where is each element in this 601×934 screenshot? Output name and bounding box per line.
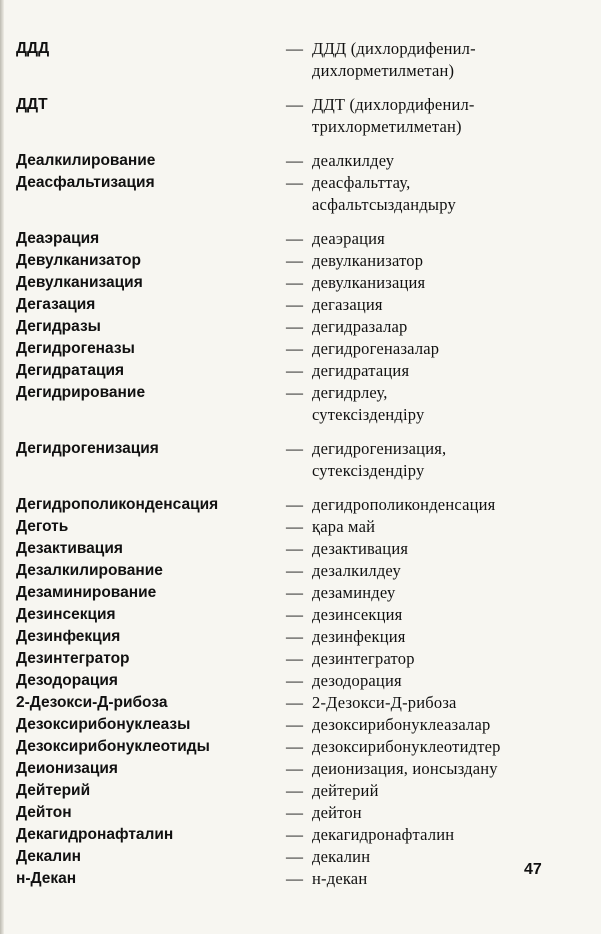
translation-line: қара май <box>312 517 376 536</box>
entry-term: 2-Дезокси-Д-рибоза <box>16 694 168 711</box>
entry-term: Дегазация <box>16 296 96 313</box>
dictionary-entry <box>16 94 576 138</box>
translation-line: н-декан <box>312 869 368 888</box>
entry-translation <box>312 494 576 516</box>
translation-line: дезинтегратор <box>312 649 415 668</box>
dictionary-entry <box>16 538 576 560</box>
translation-line: дегидрлеу, <box>312 383 388 402</box>
entry-translation <box>312 150 576 172</box>
translation-line: деалкилдеу <box>312 151 395 170</box>
dictionary-entry <box>16 172 576 216</box>
entry-term: Девулканизация <box>16 274 143 291</box>
translation-line: деионизация, ионсыздану <box>312 759 498 778</box>
entry-translation <box>312 316 576 338</box>
translation-line: дезактивация <box>312 539 409 558</box>
dictionary-entry <box>16 780 576 802</box>
dictionary-entry <box>16 294 576 316</box>
entry-term: Дезинфекция <box>16 628 121 645</box>
dictionary-entry <box>16 150 576 172</box>
entry-translation <box>312 338 576 360</box>
entry-dash: — <box>286 539 303 558</box>
entry-dash: — <box>286 339 303 358</box>
entry-translation <box>312 38 576 82</box>
translation-line: дезинфекция <box>312 627 406 646</box>
entry-term: Деионизация <box>16 760 118 777</box>
entry-term: Дезинсекция <box>16 606 116 623</box>
entry-term: Деготь <box>16 518 69 535</box>
translation-line: ДДД (дихлордифенил- <box>312 39 476 58</box>
entry-dash: — <box>286 649 303 668</box>
entry-dash: — <box>286 847 303 866</box>
translation-line: дихлорметилметан) <box>312 61 455 80</box>
entry-translation <box>312 802 576 824</box>
entry-translation <box>312 438 576 482</box>
translation-line: дейтон <box>312 803 362 822</box>
entry-translation <box>312 228 576 250</box>
entry-dash: — <box>286 561 303 580</box>
entry-term: Дезаминирование <box>16 584 157 601</box>
translation-line: сутексіздендіру <box>312 461 425 480</box>
translation-line: асфальтсыздандыру <box>312 195 456 214</box>
entry-translation <box>312 272 576 294</box>
entry-list <box>16 38 576 890</box>
dictionary-entry <box>16 670 576 692</box>
translation-line: декалин <box>312 847 371 866</box>
entry-term: ДДТ <box>16 96 48 113</box>
entry-dash: — <box>286 715 303 734</box>
entry-dash: — <box>286 627 303 646</box>
dictionary-entry <box>16 338 576 360</box>
entry-dash: — <box>286 869 303 888</box>
translation-line: трихлорметилметан) <box>312 117 462 136</box>
dictionary-entry <box>16 736 576 758</box>
translation-line: дезалкилдеу <box>312 561 401 580</box>
translation-line: дегидрогеназалар <box>312 339 440 358</box>
translation-line: дезоксирибонуклеазалар <box>312 715 491 734</box>
dictionary-entry <box>16 38 576 82</box>
entry-dash: — <box>286 605 303 624</box>
entry-dash: — <box>286 295 303 314</box>
translation-line: дезаминдеу <box>312 583 396 602</box>
entry-dash: — <box>286 439 303 458</box>
entry-translation <box>312 670 576 692</box>
translation-line: дегидрогенизация, <box>312 439 447 458</box>
entry-translation <box>312 714 576 736</box>
dictionary-entry <box>16 626 576 648</box>
entry-term: Деалкилирование <box>16 152 156 169</box>
entry-term: Декалин <box>16 848 81 865</box>
entry-dash: — <box>286 495 303 514</box>
translation-line: дезоксирибонуклеотидтер <box>312 737 501 756</box>
dictionary-entry <box>16 438 576 482</box>
translation-line: сутексіздендіру <box>312 405 425 424</box>
entry-translation <box>312 648 576 670</box>
translation-line: дейтерий <box>312 781 379 800</box>
entry-term: Дезактивация <box>16 540 123 557</box>
entry-dash: — <box>286 39 303 58</box>
entry-term: Дезоксирибонуклеотиды <box>16 738 210 755</box>
translation-line: декагидронафталин <box>312 825 455 844</box>
translation-line: девулканизатор <box>312 251 424 270</box>
entry-dash: — <box>286 317 303 336</box>
entry-dash: — <box>286 671 303 690</box>
dictionary-entry <box>16 250 576 272</box>
entry-dash: — <box>286 781 303 800</box>
entry-translation <box>312 250 576 272</box>
entry-dash: — <box>286 383 303 402</box>
entry-dash: — <box>286 825 303 844</box>
entry-term: Деасфальтизация <box>16 174 155 191</box>
entry-translation <box>312 172 576 216</box>
dictionary-entry <box>16 692 576 714</box>
page-number: 47 <box>524 861 542 878</box>
translation-line: дегидратация <box>312 361 410 380</box>
entry-translation <box>312 538 576 560</box>
dictionary-entry <box>16 560 576 582</box>
translation-line: дезодорация <box>312 671 402 690</box>
entry-translation <box>312 294 576 316</box>
translation-line: дегидразалар <box>312 317 408 336</box>
entry-dash: — <box>286 759 303 778</box>
translation-line: ДДТ (дихлордифенил- <box>312 95 475 114</box>
entry-dash: — <box>286 361 303 380</box>
entry-translation <box>312 516 576 538</box>
translation-line: деаэрация <box>312 229 385 248</box>
entry-term: Дейтерий <box>16 782 91 799</box>
dictionary-entry <box>16 604 576 626</box>
entry-term: Дезалкилирование <box>16 562 163 579</box>
entry-term: Дегидрогеназы <box>16 340 135 357</box>
entry-translation <box>312 692 576 714</box>
entry-term: Дегидрирование <box>16 384 146 401</box>
dictionary-entry <box>16 648 576 670</box>
dictionary-entry <box>16 382 576 426</box>
entry-term: н-Декан <box>16 870 77 887</box>
entry-dash: — <box>286 583 303 602</box>
entry-dash: — <box>286 95 303 114</box>
entry-term: Дегидратация <box>16 362 125 379</box>
entry-term: Дегидрополиконденсация <box>16 496 219 513</box>
entry-translation <box>312 94 576 138</box>
entry-translation <box>312 758 576 780</box>
entry-term: Декагидронафталин <box>16 826 174 843</box>
entry-dash: — <box>286 251 303 270</box>
dictionary-entry <box>16 494 576 516</box>
dictionary-entry <box>16 846 576 868</box>
entry-term: Дейтон <box>16 804 72 821</box>
dictionary-entry <box>16 516 576 538</box>
entry-translation <box>312 382 576 426</box>
entry-translation <box>312 824 576 846</box>
entry-dash: — <box>286 229 303 248</box>
dictionary-entry <box>16 228 576 250</box>
dictionary-entry <box>16 868 576 890</box>
dictionary-entry <box>16 714 576 736</box>
dictionary-entry <box>16 758 576 780</box>
entry-translation <box>312 360 576 382</box>
entry-term: Дезоксирибонуклеазы <box>16 716 191 733</box>
entry-translation <box>312 560 576 582</box>
entry-dash: — <box>286 737 303 756</box>
translation-line: дегидрополиконденсация <box>312 495 496 514</box>
entry-dash: — <box>286 803 303 822</box>
translation-line: дезинсекция <box>312 605 403 624</box>
entry-term: Дегидразы <box>16 318 101 335</box>
entry-term: Деаэрация <box>16 230 100 247</box>
dictionary-entry <box>16 582 576 604</box>
entry-dash: — <box>286 693 303 712</box>
translation-line: 2-Дезокси-Д-рибоза <box>312 693 457 712</box>
entry-translation <box>312 780 576 802</box>
translation-line: девулканизация <box>312 273 426 292</box>
entry-term: Дегидрогенизация <box>16 440 159 457</box>
entry-dash: — <box>286 173 303 192</box>
translation-line: деасфальттау, <box>312 173 411 192</box>
entry-term: ДДД <box>16 40 50 57</box>
entry-dash: — <box>286 517 303 536</box>
dictionary-entry <box>16 824 576 846</box>
dictionary-entry <box>16 272 576 294</box>
entry-translation <box>312 604 576 626</box>
dictionary-entry <box>16 360 576 382</box>
page-edge-shadow <box>0 0 4 934</box>
entry-translation <box>312 626 576 648</box>
dictionary-entry <box>16 802 576 824</box>
entry-dash: — <box>286 151 303 170</box>
entry-translation <box>312 582 576 604</box>
entry-dash: — <box>286 273 303 292</box>
entry-term: Дезодорация <box>16 672 118 689</box>
dictionary-entry <box>16 316 576 338</box>
translation-line: дегазация <box>312 295 383 314</box>
entry-translation <box>312 736 576 758</box>
entry-term: Девулканизатор <box>16 252 141 269</box>
entry-term: Дезинтегратор <box>16 650 130 667</box>
